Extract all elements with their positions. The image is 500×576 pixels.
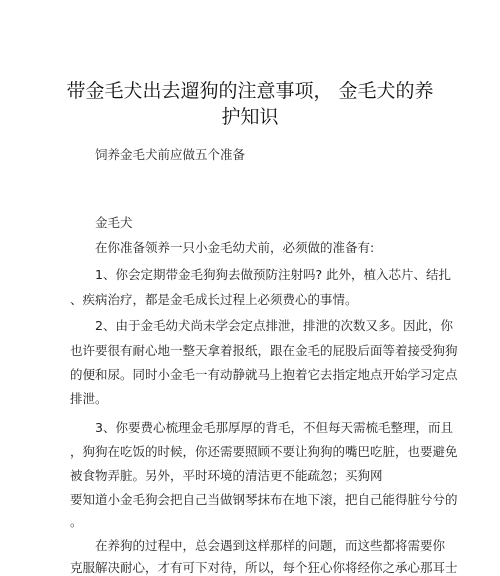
body-line: 要知道小金毛狗会把自己当做钢琴抹布在地下滚，把自己能得脏兮兮的	[70, 492, 458, 507]
body-line: 被食物弄脏。另外，平时环境的清洁更不能疏忽；买狗网	[70, 468, 383, 483]
body-line: 也许要很有耐心地一整天拿着报纸，跟在金毛的屁股后面等着接受狗狗	[70, 343, 458, 358]
body-line: 3、你要费心梳理金毛那厚厚的背毛，不但每天需梳毛整理，而且	[95, 420, 453, 435]
subtitle: 饲养金毛犬前应做五个准备	[95, 147, 246, 162]
body-line: 2、由于金毛幼犬尚未学会定点排泄，排泄的次数又多。因此，你	[95, 318, 453, 333]
body-line: 在养狗的过程中，总会遇到这样那样的问题，而这些都将需要你	[95, 538, 446, 553]
body-line: ，狗狗在吃饭的时候，你还需要照顾不要让狗狗的嘴巴吃脏，也要避免	[70, 444, 458, 459]
section-heading: 金毛犬	[95, 215, 133, 230]
body-line: 的便和尿。同时小金毛一有动静就马上抱着它去指定地点开始学习定点	[70, 367, 458, 382]
document-title-line-2: 护知识	[221, 106, 279, 128]
body-line: 。	[70, 514, 83, 529]
body-line: 1、你会定期带金毛狗狗去做预防注射吗? 此外，植入芯片、结扎	[95, 267, 452, 282]
body-line: 克服解决耐心，才有可下对待，所以，每个狂心你将经你之承心那耳士	[70, 560, 458, 575]
body-line: 排泄。	[70, 391, 108, 406]
body-line: 、疾病治疗，都是金毛成长过程上必须费心的事情。	[70, 292, 358, 307]
document-title-line-1: 带金毛犬出去遛狗的注意事项， 金毛犬的养	[66, 80, 434, 102]
body-line: 在你准备领养一只小金毛幼犬前，必须做的准备有:	[95, 240, 375, 255]
